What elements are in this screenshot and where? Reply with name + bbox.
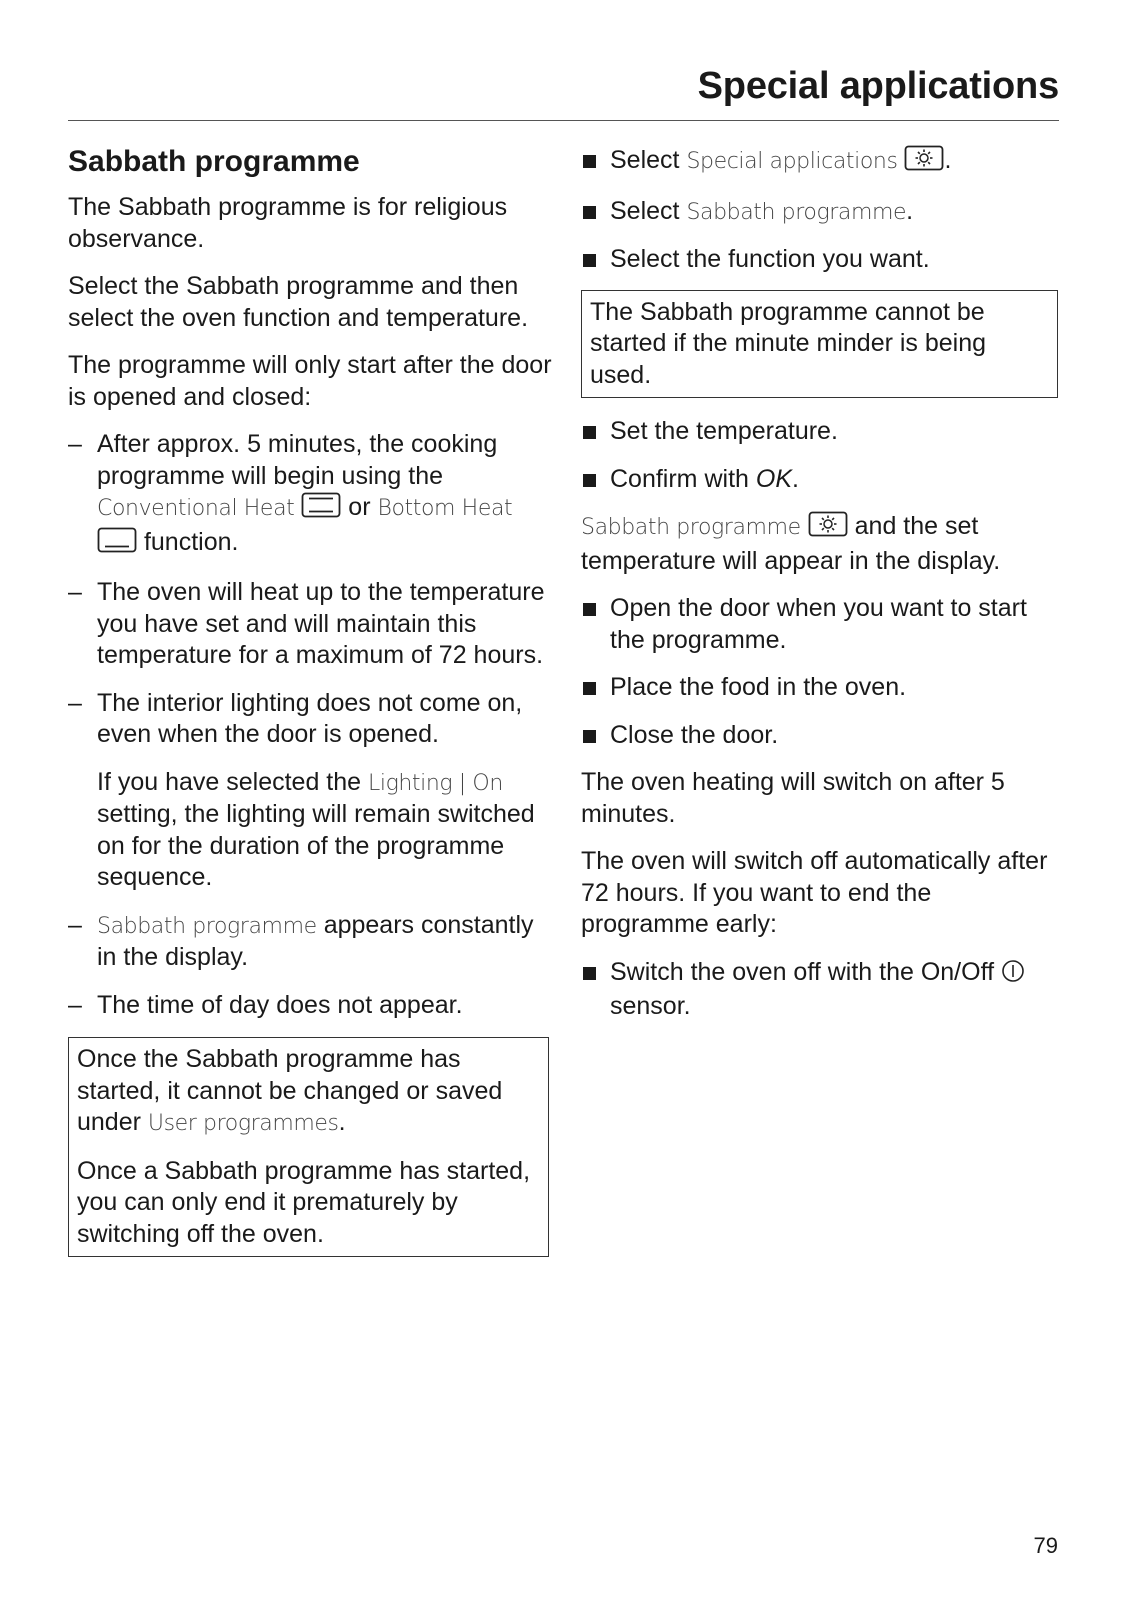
list-item bbox=[68, 688, 554, 894]
ok-text: OK bbox=[755, 464, 792, 493]
display-text: Special applications bbox=[686, 149, 898, 174]
item-text: If you have selected the bbox=[97, 767, 362, 796]
list-item bbox=[68, 910, 554, 974]
special-applications-icon bbox=[808, 511, 848, 546]
bottom-heat-icon bbox=[97, 527, 137, 562]
punctuation: . bbox=[338, 1108, 346, 1136]
conventional-heat-icon bbox=[301, 492, 341, 527]
page-title: Special applications bbox=[697, 65, 1059, 107]
dash-marker: – bbox=[68, 990, 82, 1019]
step-text: Open the door when you want to start the programme. bbox=[610, 594, 1027, 654]
display-text: User programmes bbox=[147, 1111, 339, 1136]
note-text: Once the Sabbath programme has started, it cannot be changed or saved under bbox=[77, 1045, 503, 1136]
punctuation: . bbox=[944, 146, 952, 174]
dash-marker: – bbox=[68, 910, 82, 939]
display-text: Sabbath programme bbox=[97, 913, 317, 939]
display-text: Conventional Heat bbox=[97, 496, 295, 521]
page-number: 79 bbox=[1033, 1533, 1058, 1558]
item-text: or bbox=[348, 493, 371, 521]
step-item bbox=[581, 416, 1059, 448]
section-heading: Sabbath programme bbox=[68, 145, 360, 178]
step-text: Select bbox=[610, 196, 680, 225]
display-text: Bottom Heat bbox=[377, 496, 513, 521]
note-box bbox=[68, 1037, 549, 1257]
page-header bbox=[68, 62, 1059, 121]
dash-marker: – bbox=[68, 578, 82, 606]
item-text: The oven will heat up to the temperature you have set and will maintain this temperature for a maximum of 72 hours. bbox=[97, 578, 545, 669]
bullet-square bbox=[583, 474, 596, 487]
step-item bbox=[581, 464, 1059, 496]
item-text: The time of day does not appear. bbox=[97, 990, 463, 1019]
punctuation: . bbox=[906, 196, 914, 225]
intro-paragraph-3: The programme will only start after the door is opened and closed: bbox=[68, 351, 552, 411]
bullet-square bbox=[583, 206, 596, 219]
step-text: Select bbox=[610, 146, 680, 174]
step-text: sensor. bbox=[610, 992, 691, 1020]
step-item bbox=[581, 957, 1059, 1023]
dash-marker: – bbox=[68, 430, 82, 458]
bullet-square bbox=[583, 426, 596, 439]
punctuation: . bbox=[792, 464, 799, 493]
list-item bbox=[68, 429, 554, 561]
paragraph-text: The oven will switch off automatically after 72 hours. If you want to end the programme early: bbox=[581, 847, 1048, 938]
on-off-icon bbox=[1001, 959, 1025, 992]
bullet-square bbox=[583, 730, 596, 743]
step-text: Set the temperature. bbox=[610, 417, 838, 445]
step-text: Confirm with bbox=[610, 464, 749, 493]
step-text: Select the function you want. bbox=[610, 245, 930, 273]
left-column bbox=[68, 142, 554, 1275]
bullet-square bbox=[583, 682, 596, 695]
note-text: The Sabbath programme cannot be started if the minute minder is being used. bbox=[590, 297, 987, 389]
step-text: Place the food in the oven. bbox=[610, 673, 907, 701]
display-text: Sabbath programme bbox=[686, 199, 907, 225]
step-text: Close the door. bbox=[610, 720, 779, 749]
step-item bbox=[581, 672, 1059, 704]
warning-box bbox=[581, 290, 1058, 399]
item-text: After approx. 5 minutes, the cooking programme will begin using the bbox=[97, 430, 498, 490]
paragraph-text: The oven heating will switch on after 5 minutes. bbox=[581, 768, 1005, 828]
note-text: Once a Sabbath programme has started, you can only end it prematurely by switching off the oven. bbox=[77, 1156, 531, 1248]
bullet-square bbox=[583, 254, 596, 267]
step-item bbox=[581, 244, 1059, 276]
list-item bbox=[68, 577, 554, 672]
intro-paragraph-1: The Sabbath programme is for religious observance. bbox=[68, 193, 508, 253]
step-item bbox=[581, 593, 1059, 656]
step-text: Switch the oven off with the On/Off bbox=[610, 957, 995, 986]
right-column bbox=[581, 145, 1059, 1039]
step-item bbox=[581, 196, 1059, 229]
step-item bbox=[581, 720, 1059, 752]
bullet-square bbox=[583, 967, 596, 980]
display-text: Sabbath programme bbox=[581, 515, 801, 540]
list-item bbox=[68, 990, 554, 1022]
bullet-square bbox=[583, 603, 596, 616]
dash-marker: – bbox=[68, 688, 82, 717]
item-text: setting, the lighting will remain switched on for the duration of the programme sequence. bbox=[97, 800, 535, 891]
intro-paragraph-2: Select the Sabbath programme and then select the oven function and temperature. bbox=[68, 272, 529, 332]
item-text: appears constantly in the display. bbox=[97, 910, 534, 971]
display-text: Lighting | On bbox=[368, 770, 503, 796]
item-text: function. bbox=[143, 527, 239, 556]
paragraph-text: and the set temperature will appear in the display. bbox=[581, 512, 1001, 575]
item-text: The interior lighting does not come on, even when the door is opened. bbox=[97, 688, 523, 748]
bullet-square bbox=[583, 155, 596, 168]
step-item bbox=[581, 145, 1059, 180]
special-applications-icon bbox=[904, 145, 944, 180]
